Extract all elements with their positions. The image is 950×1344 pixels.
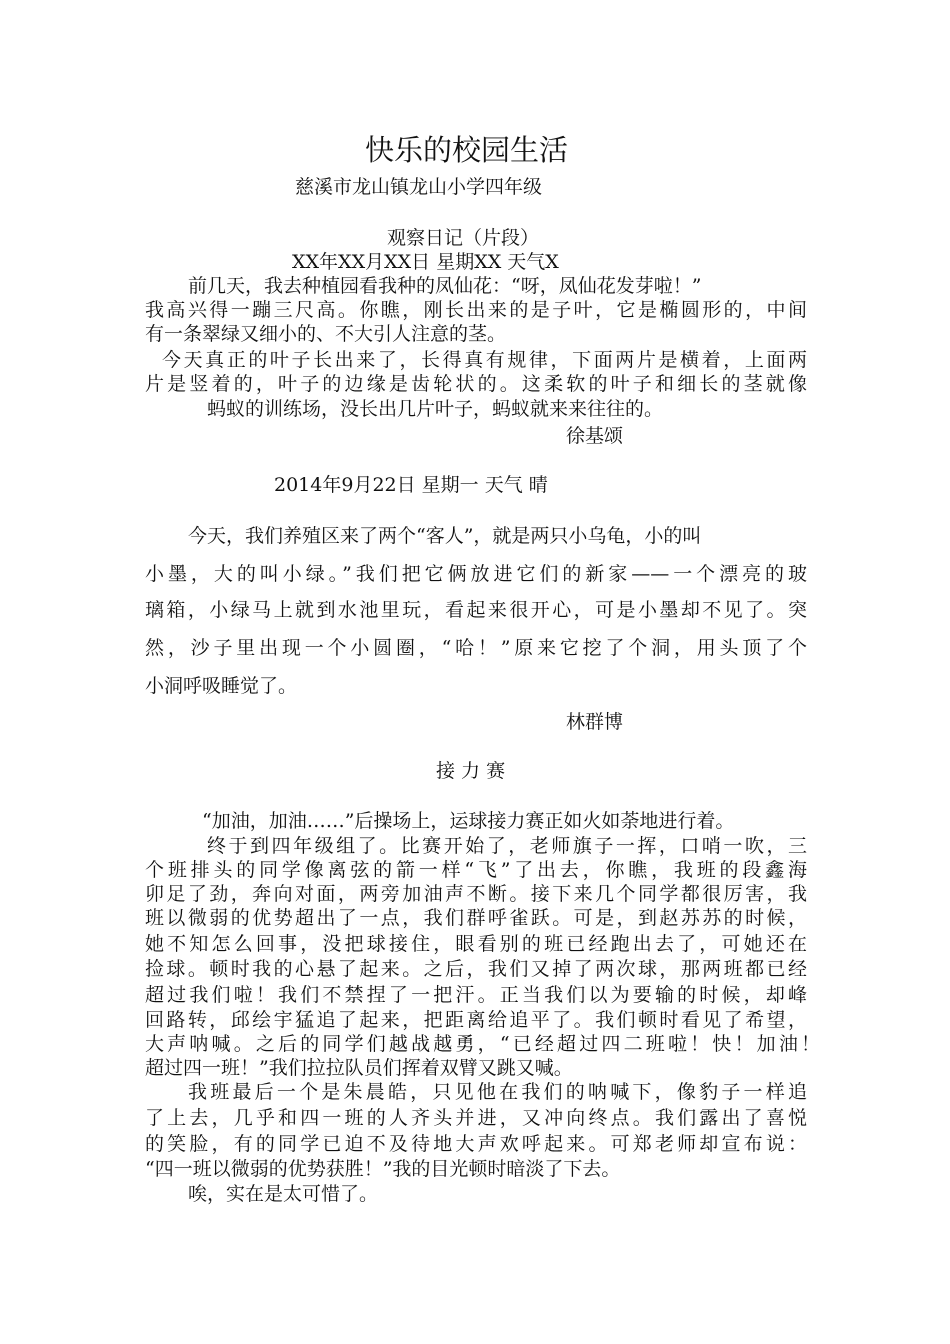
entry3-line: 回路转，邱绘宇猛追了起来，把距离给追平了。我们顿时看见了希望，: [145, 1009, 807, 1031]
entry1-line: 片是竖着的，叶子的边缘是齿轮状的。这柔软的叶子和细长的茎就像: [145, 373, 807, 395]
entry3-line: 了上去，几乎和四一班的人齐头并进，又冲向终点。我们露出了喜悦: [145, 1107, 807, 1129]
entry3-line: 卯足了劲，奔向对面，两旁加油声不断。接下来几个同学都很厉害，我: [145, 883, 807, 905]
entry2-line: 然，沙子里出现一个小圆圈，“哈！”原来它挖了个洞，用头顶了个: [145, 637, 807, 659]
entry3-line: 班以微弱的优势超出了一点，我们群呼雀跃。可是，到赵苏苏的时候，: [145, 907, 807, 929]
entry2-line: 今天，我们养殖区来了两个“客人”，就是两只小乌龟，小的叫: [188, 525, 702, 547]
entry2-date-line: 2014年9月22日 星期一 天气 晴: [274, 474, 548, 496]
entry2-line: 璃箱，小绿马上就到水池里玩，看起来很开心，可是小墨却不见了。突: [145, 599, 807, 621]
entry3-line: 我班最后一个是朱晨皓，只见他在我们的呐喊下，像豹子一样追: [188, 1081, 807, 1103]
entry1-date-line: XX年XX月XX日 星期XX 天气X: [292, 251, 559, 273]
entry3-line: “加油，加油……”后操场上，运球接力赛正如火如荼地进行着。: [202, 810, 735, 832]
entry3-line: 个班排头的同学像离弦的箭一样“飞”了出去，你瞧，我班的段鑫海: [145, 859, 807, 881]
entry3-line: 唉，实在是太可惜了。: [188, 1183, 379, 1205]
entry2-author: 林群博: [566, 711, 624, 733]
entry3-line: 大声呐喊。之后的同学们越战越勇，“已经超过四二班啦！快！加油！: [145, 1033, 820, 1055]
entry2-line: 小洞呼吸睡觉了。: [145, 675, 298, 697]
entry1-heading: 观察日记（片段）: [387, 227, 540, 249]
entry2-line: 小墨，大的叫小绿。”我们把它俩放进它们的新家——一个漂亮的玻: [145, 563, 807, 585]
entry3-line: 捡球。顿时我的心悬了起来。之后，我们又掉了两次球，那两班都已经: [145, 958, 807, 980]
entry1-line: 今天真正的叶子长出来了，长得真有规律，下面两片是横着，上面两: [162, 349, 807, 371]
document-title: 快乐的校园生活: [365, 133, 569, 167]
entry3-line: 超过我们啦！我们不禁捏了一把汗。正当我们以为要输的时候，却峰: [145, 984, 807, 1006]
entry1-line: 有一条翠绿又细小的、不大引人注意的茎。: [145, 323, 507, 345]
entry3-line: 她不知怎么回事，没把球接住，眼看别的班已经跑出去了，可她还在: [145, 933, 807, 955]
entry1-line: 我高兴得一蹦三尺高。你瞧，刚长出来的是子叶，它是椭圆形的，中间: [145, 299, 807, 321]
entry3-heading: 接 力 赛: [436, 760, 506, 782]
entry3-line: 终于到四年级组了。比赛开始了，老师旗子一挥，口哨一吹，三: [207, 835, 807, 857]
entry3-line: 的笑脸，有的同学已迫不及待地大声欢呼起来。可郑老师却宣布说：: [145, 1133, 807, 1155]
document-subtitle: 慈溪市龙山镇龙山小学四年级: [295, 176, 543, 198]
entry3-line: “四一班以微弱的优势获胜！”我的目光顿时暗淡了下去。: [145, 1158, 621, 1180]
entry1-author: 徐基颂: [566, 425, 624, 447]
entry3-line: 超过四一班！”我们拉拉队员们挥着双臂又跳又喊。: [145, 1057, 573, 1079]
entry1-line: 蚂蚁的训练场，没长出几片叶子，蚂蚁就来来往往的。: [207, 398, 664, 420]
entry1-line: 前几天，我去种植园看我种的凤仙花：“呀，凤仙花发芽啦！”: [188, 275, 702, 297]
